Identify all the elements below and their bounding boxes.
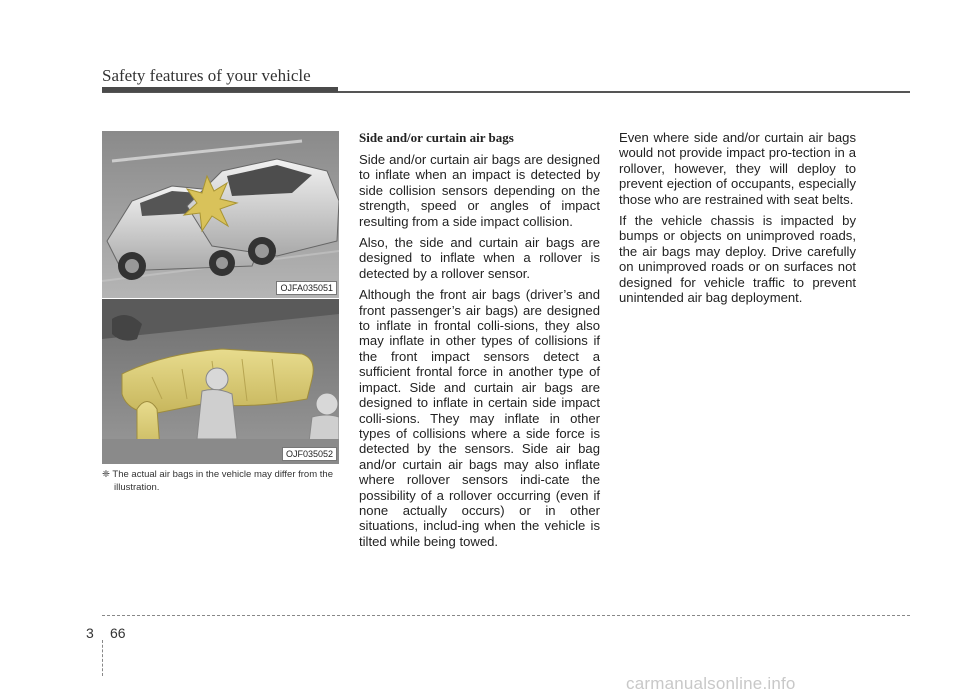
paragraph: Even where side and/or curtain air bags would not provide impact pro-tection in a rollover, however, they will deploy to prevent ejection of occupants, especially those who are restrained with seat belts. bbox=[619, 130, 856, 207]
footer-vertical-rule bbox=[102, 640, 103, 676]
watermark: carmanualsonline.info bbox=[626, 674, 796, 693]
figure-code: OJF035052 bbox=[282, 447, 337, 461]
paragraph: If the vehicle chassis is impacted by bumps or objects on unimproved roads, the air bags may deploy. Drive carefully on unimproved roads or on surfaces not designed for vehicle traffic to prevent unintended air bag deployment. bbox=[619, 213, 856, 306]
curtain-airbag-illustration bbox=[102, 298, 339, 464]
paragraph: Although the front air bags (driver’s and front passenger’s air bags) are designed to inflate in frontal colli-sions, they also may inflate in other types of collisions if the front impact sensors detect a sufficient frontal force in another type of impact. Side and curtain air bags are designed to inflate in certain side impact colli-sions. They may inflate in other types of collisions where a side force is detected by the sensors. Side air bag and/or curtain air bags may also inflate where rollover sensors indi-cate the possibility of a rollover occurring (even if none actually occurs) or in other situations, includ-ing when the vehicle is tilted while being towed. bbox=[359, 287, 600, 549]
page-number: 66 bbox=[110, 625, 126, 641]
page-header-title: Safety features of your vehicle bbox=[102, 66, 311, 85]
side-collision-illustration bbox=[102, 131, 339, 298]
header-rule-accent bbox=[102, 87, 338, 92]
right-column bbox=[619, 130, 856, 311]
figure-caption: ❈ The actual air bags in the vehicle may differ from the illustration. bbox=[102, 469, 333, 493]
paragraph: Also, the side and curtain air bags are designed to inflate when a rollover is detected by a rollover sensor. bbox=[359, 235, 600, 281]
footer-rule bbox=[102, 615, 910, 616]
figure-code: OJFA035051 bbox=[276, 281, 337, 295]
side-collision-image bbox=[102, 131, 339, 298]
paragraph: Side and/or curtain air bags are designed to inflate when an impact is detected by side collision sensors depending on the strength, speed or angles of impact resulting from a side impact collision. bbox=[359, 152, 600, 229]
curtain-airbag-image bbox=[102, 299, 339, 464]
section-heading: Side and/or curtain air bags bbox=[359, 130, 514, 145]
middle-column bbox=[359, 130, 600, 555]
chapter-number: 3 bbox=[86, 625, 94, 641]
